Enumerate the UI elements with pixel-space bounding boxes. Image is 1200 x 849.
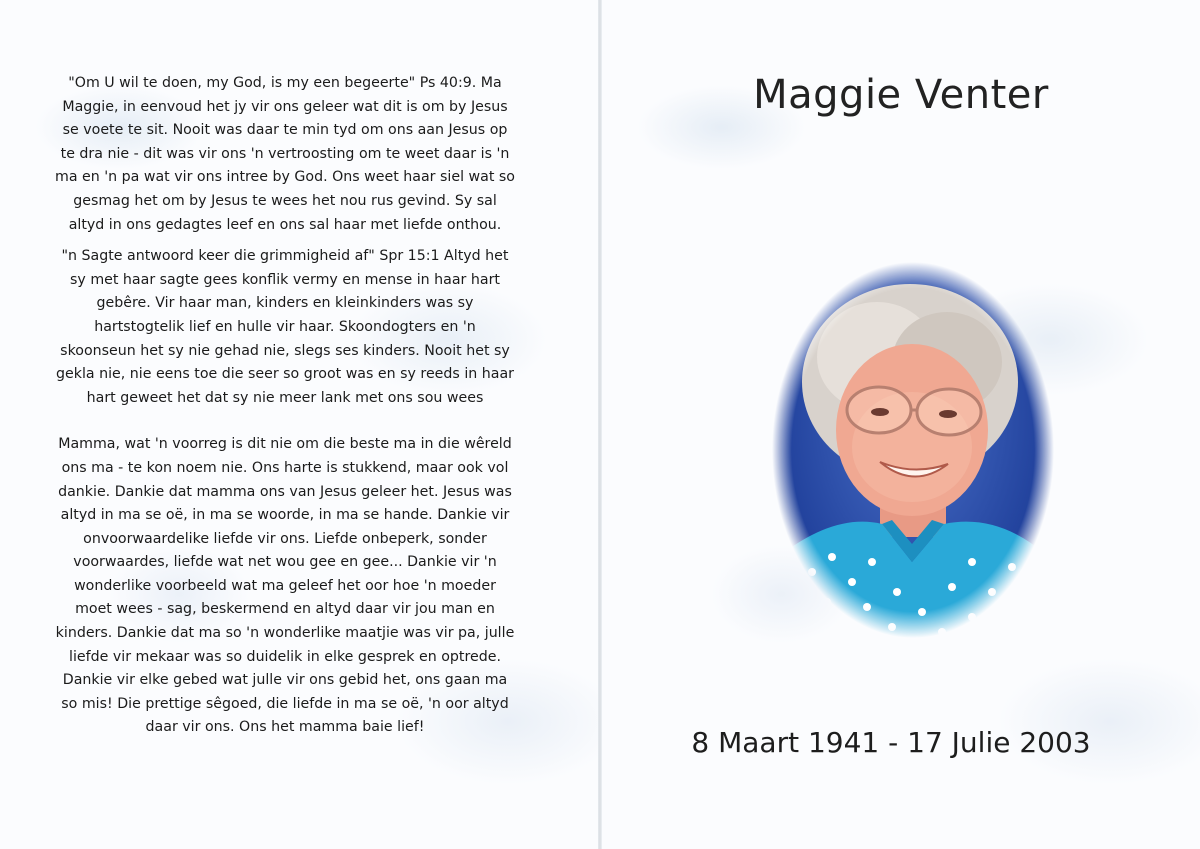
tribute-text <box>55 72 515 740</box>
portrait-illustration <box>772 262 1054 638</box>
life-dates: 8 Maart 1941 - 17 Julie 2003 <box>691 726 1091 759</box>
portrait-photo <box>772 262 1054 638</box>
tribute-paragraph-2: "n Sagte antwoord keer die grimmigheid af" Spr 15:1 Altyd het sy met haar sagte gees konflik vermy en mense in haar hart gebêre. Vir haar man, kinders en kleinkinders was sy hartstogtelik lief en hulle vir haar. Skoondogters en 'n skoonseun het sy nie gehad nie, slegs ses kinders. Nooit het sy gekla nie, nie eens toe die seer so groot was en sy reeds in haar hart geweet het dat sy nie meer lank met ons sou wees <box>56 248 514 406</box>
deceased-name: Maggie Venter <box>753 72 1049 118</box>
left-page <box>0 0 598 849</box>
tribute-paragraph-1: "Om U wil te doen, my God, is my een begeerte" Ps 40:9. Ma Maggie, in eenvoud het jy vir ons geleer wat dit is om by Jesus se voete te sit. Nooit was daar te min tyd om ons aan Jesus op te dra nie - dit was vir ons 'n vertroosting om te weet daar is 'n ma en 'n pa wat vir ons intree by God. Ons weet haar siel wat so gesmag het om by Jesus te wees het nou rus gevind. Sy sal altyd in ons gedagtes leef en ons sal haar met liefde onthou. <box>55 75 515 233</box>
tribute-paragraph-3: Mamma, wat 'n voorreg is dit nie om die beste ma in die wêreld ons ma - te kon noem nie. Ons harte is stukkend, maar ook vol dankie. Dankie dat mamma ons van Jesus geleer het. Jesus was altyd in ma se oë, in ma se woorde, in ma se hande. Dankie vir onvoorwaardelike liefde vir ons. Liefde onbeperk, sonder voorwaardes, liefde wat net wou gee en gee... Dankie vir 'n wonderlike voorbeeld wat ma geleef het oor hoe 'n moeder moet wees - sag, beskermend en altyd daar vir jou man en kinders. Dankie dat ma so 'n wonderlike maatjie was vir pa, julle liefde vir mekaar was so duidelik in elke gesprek en optrede. Dankie vir elke gebed wat julle vir ons gebid het, ons gaan ma so mis! Die prettige sêgoed, die liefde in ma se oë, 'n oor altyd daar vir ons. Ons het mamma baie lief! <box>55 436 515 736</box>
right-page <box>602 0 1200 849</box>
